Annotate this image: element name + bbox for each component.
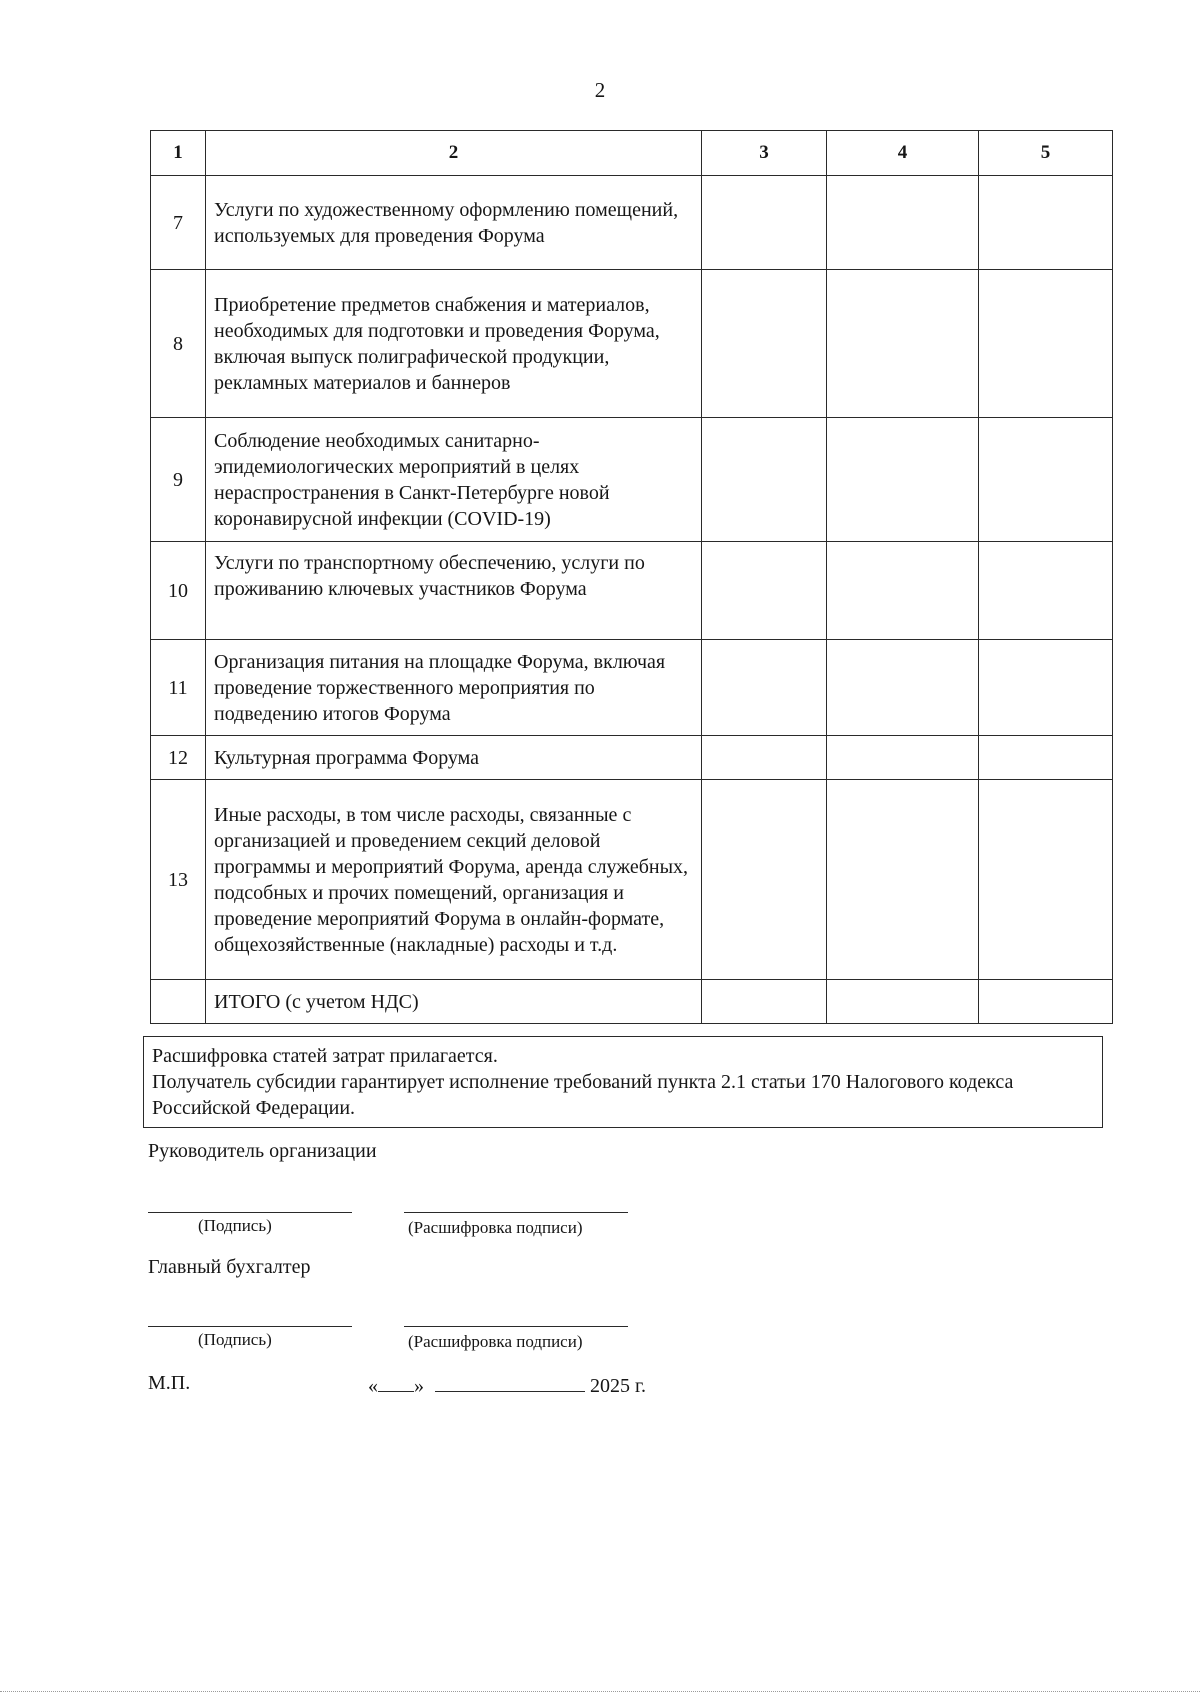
table-row (151, 176, 1113, 270)
empty-cell (702, 542, 827, 640)
row-number: 13 (151, 780, 206, 980)
cost-item-name: Соблюдение необходимых санитарно-эпидемиологических мероприятий в целях нераспространения в Санкт-Петербурге новой коронавирусной инфекции (COVID-19) (206, 418, 702, 542)
row-number: 9 (151, 418, 206, 542)
date-line (368, 1373, 646, 1398)
column-header: 2 (206, 131, 702, 176)
empty-cell (702, 640, 827, 736)
empty-cell (979, 780, 1113, 980)
accountant-signature-line (148, 1326, 352, 1327)
decoding-caption: (Расшифровка подписи) (408, 1332, 583, 1351)
empty-cell (827, 780, 979, 980)
signature-caption: (Подпись) (198, 1216, 272, 1235)
empty-cell (827, 270, 979, 418)
notes-line: Расшифровка статей затрат прилагается. (152, 1045, 498, 1067)
date-open-quote: « (368, 1375, 378, 1397)
table-row (151, 736, 1113, 780)
table-header-row (151, 131, 1113, 176)
empty-cell (979, 736, 1113, 780)
empty-cell (827, 640, 979, 736)
cost-table (150, 130, 1113, 1024)
total-label: ИТОГО (с учетом НДС) (206, 980, 702, 1024)
signature-caption: (Подпись) (198, 1330, 272, 1349)
chief-accountant-title: Главный бухгалтер (148, 1256, 311, 1278)
month-blank (435, 1373, 585, 1392)
empty-cell (827, 980, 979, 1024)
empty-cell (702, 176, 827, 270)
column-header: 4 (827, 131, 979, 176)
column-header: 3 (702, 131, 827, 176)
column-header: 5 (979, 131, 1113, 176)
cost-item-name: Приобретение предметов снабжения и материалов, необходимых для подготовки и проведения Форума, включая выпуск полиграфической продукции, рекламных материалов и баннеров (206, 270, 702, 418)
head-signature-line (148, 1212, 352, 1213)
day-blank (378, 1373, 414, 1392)
empty-cell (979, 640, 1113, 736)
accountant-decoding-line (404, 1326, 628, 1327)
cost-item-name: Культурная программа Форума (206, 736, 702, 780)
date-close-quote: » (414, 1375, 424, 1397)
empty-cell (702, 780, 827, 980)
row-number: 12 (151, 736, 206, 780)
table-row (151, 542, 1113, 640)
table-row (151, 640, 1113, 736)
date-year: 2025 г. (590, 1375, 646, 1397)
empty-cell (979, 418, 1113, 542)
empty-cell (702, 418, 827, 542)
column-header: 1 (151, 131, 206, 176)
row-number: 8 (151, 270, 206, 418)
cost-item-name: Услуги по художественному оформлению помещений, используемых для проведения Форума (206, 176, 702, 270)
row-number: 7 (151, 176, 206, 270)
empty-cell (702, 736, 827, 780)
empty-cell (979, 980, 1113, 1024)
stamp-label: М.П. (148, 1372, 191, 1394)
page-number: 2 (594, 78, 606, 102)
table-row (151, 780, 1113, 980)
empty-cell (979, 542, 1113, 640)
notes-box (143, 1036, 1103, 1128)
empty-cell (979, 270, 1113, 418)
row-number: 11 (151, 640, 206, 736)
cost-item-name: Услуги по транспортному обеспечению, услуги по проживанию ключевых участников Форума (206, 542, 702, 640)
table-row (151, 270, 1113, 418)
empty-cell (702, 270, 827, 418)
row-number (151, 980, 206, 1024)
notes-line: Получатель субсидии гарантирует исполнение требований пункта 2.1 статьи 170 Налогового кодекса Российской Федерации. (152, 1071, 1014, 1119)
head-title: Руководитель организации (148, 1140, 377, 1162)
empty-cell (979, 176, 1113, 270)
head-decoding-line (404, 1212, 628, 1213)
row-number: 10 (151, 542, 206, 640)
empty-cell (702, 980, 827, 1024)
cost-item-name: Иные расходы, в том числе расходы, связанные с организацией и проведением секций деловой программы и мероприятий Форума, аренда служебных, подсобных и прочих помещений, организация и проведение мероприятий Форума в онлайн-формате, общехозяйственные (накладные) расходы и т.д. (206, 780, 702, 980)
scan-edge-line (0, 1691, 1200, 1692)
total-row (151, 980, 1113, 1024)
table-row (151, 418, 1113, 542)
empty-cell (827, 736, 979, 780)
empty-cell (827, 176, 979, 270)
cost-item-name: Организация питания на площадке Форума, включая проведение торжественного мероприятия по подведению итогов Форума (206, 640, 702, 736)
empty-cell (827, 418, 979, 542)
empty-cell (827, 542, 979, 640)
decoding-caption: (Расшифровка подписи) (408, 1218, 583, 1237)
